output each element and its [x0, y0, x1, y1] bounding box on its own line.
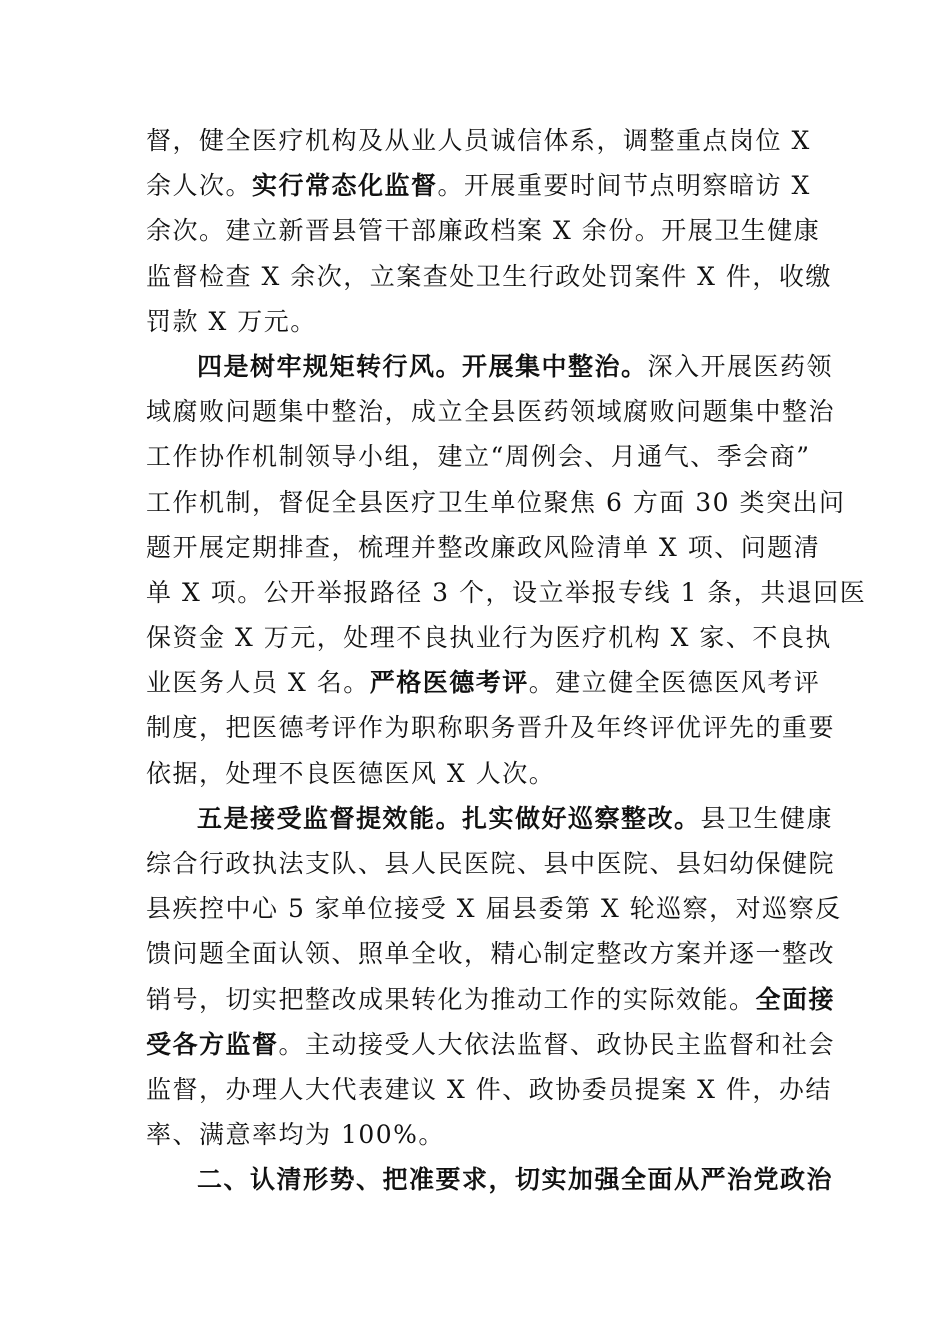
text-run: 业医务人员 X 名。: [146, 668, 370, 698]
paragraph-rules-conduct: [146, 344, 867, 796]
text-line: 县疾控中心 5 家单位接受 X 届县委第 X 轮巡察，对巡察反: [146, 894, 842, 924]
paragraph-continuation: [146, 118, 832, 344]
bold-subheading: 严格医德考评: [369, 668, 529, 698]
text-line: 域腐败问题集中整治，成立全县医药领域腐败问题集中整治: [146, 397, 836, 427]
text-line: 单 X 项。公开举报路径 3 个，设立举报专线 1 条，共退回医: [146, 577, 867, 607]
text-run: 余人次。: [146, 171, 253, 201]
text-line: 工作机制，督促全县医疗卫生单位聚焦 6 方面 30 类突出问: [146, 487, 846, 517]
text-run: 。开展重要时间节点明察暗访 X: [437, 171, 811, 201]
text-line: 监督，办理人大代表建议 X 件、政协委员提案 X 件，办结: [146, 1074, 832, 1104]
text-run: 县卫生健康: [700, 803, 834, 833]
text-line: 监督检查 X 余次，立案查处卫生行政处罚案件 X 件，收缴: [146, 261, 832, 291]
bold-subheading: 实行常态化监督: [252, 171, 438, 201]
text-run: 深入开展医药领: [647, 351, 834, 381]
text-line: 余次。建立新晋县管干部廉政档案 X 余份。开展卫生健康: [146, 216, 821, 246]
section-heading: [146, 1157, 834, 1202]
bold-subheading: 全面接: [755, 984, 836, 1014]
text-line: [146, 660, 821, 705]
bold-heading-run: 四是树牢规矩转行风。开展集中整治。: [197, 351, 648, 381]
text-line: 依据，处理不良医德医风 X 人次。: [146, 758, 556, 788]
text-run: 。建立健全医德医风考评: [528, 668, 821, 698]
text-line: [146, 1022, 836, 1067]
text-run: 。主动接受人大依法监督、政协民主监督和社会: [278, 1029, 836, 1059]
text-line: [146, 796, 834, 841]
text-line: 工作协作机制领导小组，建立“周例会、月通气、季会商”: [146, 442, 811, 472]
text-line: 保资金 X 万元，处理不良执业行为医疗机构 X 家、不良执: [146, 623, 832, 653]
bold-subheading: 受各方监督: [146, 1029, 279, 1059]
bold-heading-run: 五是接受监督提效能。扎实做好巡察整改。: [197, 803, 701, 833]
text-line: 率、满意率均为 100%。: [146, 1120, 445, 1150]
text-line: 罚款 X 万元。: [146, 306, 317, 336]
document-body: [146, 118, 867, 1203]
text-run: 销号，切实把整改成果转化为推动工作的实际效能。: [146, 984, 756, 1014]
text-line: 制度，把医德考评作为职称职务晋升及年终评优评先的重要: [146, 713, 836, 743]
text-line: 题开展定期排查，梳理并整改廉政风险清单 X 项、问题清: [146, 532, 821, 562]
text-line: [146, 163, 811, 208]
text-line: [146, 344, 834, 389]
text-line: [146, 977, 836, 1022]
text-line: 督，健全医疗机构及从业人员诚信体系，调整重点岗位 X: [146, 126, 811, 155]
section-heading-text: 二、认清形势、把准要求，切实加强全面从严治党政治: [197, 1165, 834, 1195]
paragraph-supervision: [146, 796, 842, 1158]
text-line: 综合行政执法支队、县人民医院、县中医院、县妇幼保健院: [146, 849, 836, 878]
text-line: 馈问题全面认领、照单全收，精心制定整改方案并逐一整改: [146, 939, 836, 969]
